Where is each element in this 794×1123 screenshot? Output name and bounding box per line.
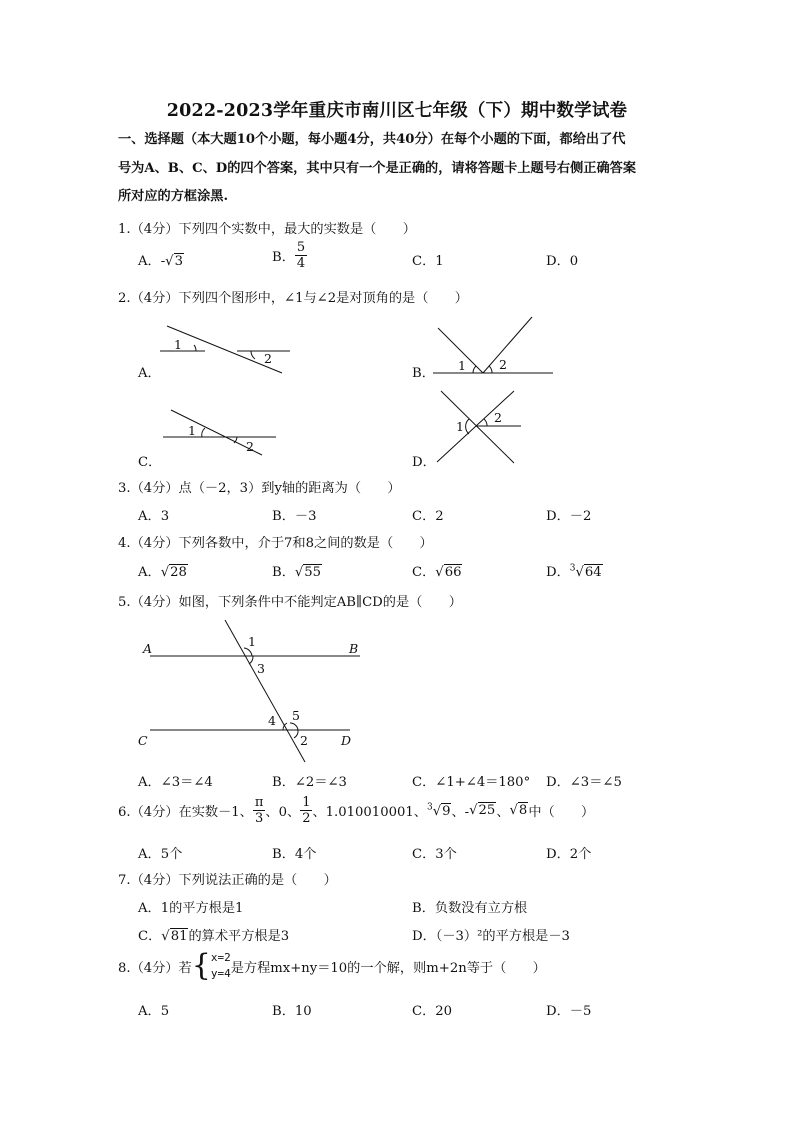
page-title: 2022-2023学年重庆市南川区七年级（下）期中数学试卷 [166,101,628,121]
q5-option-b: B．∠2＝∠3 [272,775,347,790]
q2c-angle1-label: 1 [188,423,196,438]
q1-option-d: D．0 [546,254,579,269]
q2-figure-b [433,317,553,373]
q5-label-C: C [138,733,148,748]
question-6-stem: 6.（4分）在实数－1、 $\frac{\pi}{3}$ 、0、 $\frac{1}{2}$ 、1.010010001、$^3$√9、-√25、√8中（ ） [118,795,595,826]
q2a-angle1-label: 1 [174,337,182,352]
q6-option-b: B．4个 [272,847,317,862]
q6-option-c: C．3个 [412,847,457,862]
q7-option-b: B．负数没有立方根 [412,901,528,916]
q3-option-c: C．2 [412,509,444,524]
q2-option-c: C． [138,455,162,470]
q5-angle5-label: 5 [292,708,300,723]
q4-option-d: D．$^3$√64 [546,563,602,580]
q2-option-b: B． [412,366,435,381]
section-heading-line3: 所对应的方框涂黑. [118,189,229,204]
q5-label-B: B [349,641,359,656]
q2c-angle2-label: 2 [246,439,254,454]
section-heading-line1: 一、选择题（本大题10个小题，每小题4分，共40分）在每个小题的下面，都给出了代 [118,132,626,147]
q3-option-a: A．3 [138,509,170,524]
q2-option-a: A． [138,366,161,381]
question-5-stem: 5.（4分）如图，下列条件中不能判定AB∥CD的是（ ） [118,595,462,610]
q5-figure [138,620,360,762]
q7-option-c: C．√81的算术平方根是3 [138,929,290,944]
q1-option-b: B． $\frac{5}{4}$ [272,240,306,271]
q6-option-a: A．5个 [138,847,183,862]
q8-option-d: D．－5 [546,1004,592,1019]
q2-option-d: D． [412,455,436,470]
q2-figure-c [163,410,276,455]
question-2-stem: 2.（4分）下列四个图形中，∠1与∠2是对顶角的是（ ） [118,291,468,306]
q3-option-b: B．－3 [272,509,317,524]
q5-angle1-label: 1 [248,634,256,649]
q2a-angle2-label: 2 [264,351,272,366]
q5-angle3-label: 3 [257,661,265,676]
q8-option-a: A．5 [138,1004,170,1019]
question-7-stem: 7.（4分）下列说法正确的是（ ） [118,873,337,888]
q5-label-D: D [341,733,352,748]
question-1-stem: 1.（4分）下列四个实数中，最大的实数是（ ） [118,222,416,237]
q7-option-a: A．1的平方根是1 [138,901,244,916]
q5-option-c: C．∠1+∠4＝180° [412,775,531,790]
q1-option-a: A．-√3 [138,254,183,269]
q4-option-c: C．√66 [412,565,462,580]
question-8-stem: 8.（4分）若{ x=2 y=4 是方程mx+ny＝10的一个解，则m+2n等于（ ） [118,948,546,983]
q5-label-A: A [143,641,153,656]
q4-option-a: A．√28 [138,565,187,580]
q8-option-b: B．10 [272,1004,312,1019]
q3-option-d: D．－2 [546,509,592,524]
q5-option-d: D．∠3＝∠5 [546,775,622,790]
q2-figure-d [437,391,521,463]
q2d-angle1-label: 1 [456,419,464,434]
q2-figure-a [160,326,290,373]
q5-option-a: A．∠3＝∠4 [138,775,213,790]
q8-option-c: C．20 [412,1004,453,1019]
q2b-angle2-label: 2 [499,357,507,372]
q1-option-c: C．1 [412,254,444,269]
section-heading-line2: 号为A、B、C、D的四个答案，其中只有一个是正确的，请将答题卡上题号右侧正确答案 [118,161,637,176]
q6-option-d: D．2个 [546,847,592,862]
q2b-angle1-label: 1 [458,358,466,373]
q4-option-b: B．√55 [272,565,322,580]
q7-option-d: D．（－3）²的平方根是－3 [412,929,570,944]
question-3-stem: 3.（4分）点（－2，3）到y轴的距离为（ ） [118,481,401,496]
q5-angle2-label: 2 [300,733,308,748]
q5-angle4-label: 4 [268,713,276,728]
question-4-stem: 4.（4分）下列各数中，介于7和8之间的数是（ ） [118,536,433,551]
q2d-angle2-label: 2 [494,410,502,425]
